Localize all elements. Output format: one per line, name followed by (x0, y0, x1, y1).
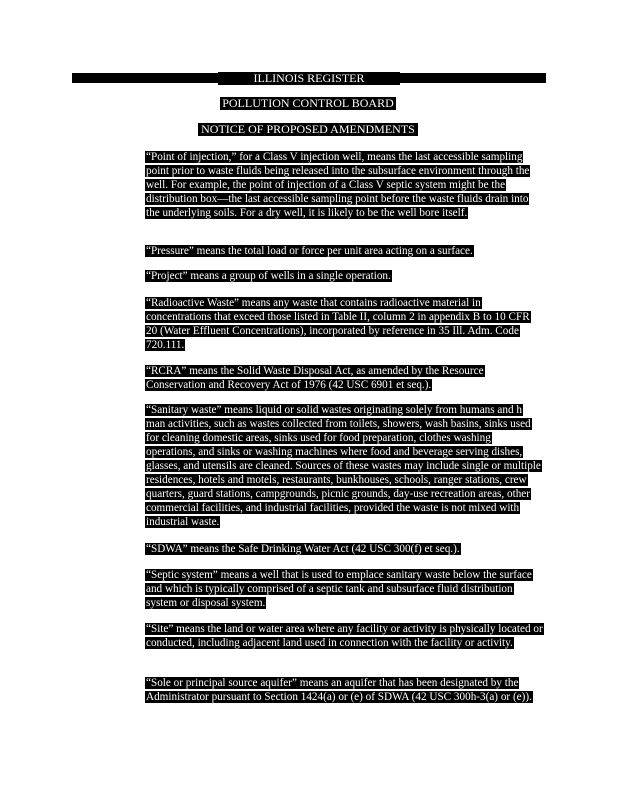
paragraph-septic-system: “Septic system” means a well that is used to emplace sanitary waste below the surface and which is typically comprised of a septic tank and subsurface fluid distribution system or disposal system. (146, 569, 532, 609)
notice-title: NOTICE OF PROPOSED AMENDMENTS (198, 123, 418, 136)
paragraph-project: “Project” means a group of wells in a single operation. (146, 270, 391, 282)
paragraph-sdwa: “SDWA” means the Safe Drinking Water Act (42 USC 300(f) et seq.). (146, 543, 460, 555)
paragraph-rcra: “RCRA” means the Solid Waste Disposal Act, as amended by the Resource Conservation and Recovery Act of 1976 (42 USC 6901 et seq.). (146, 365, 484, 391)
paragraph-point-of-injection: “Point of injection,” for a Class V injection well, means the last accessible sampling point prior to waste fluids being released into the subsurface environment through the well. For example, the point of injection of a Class V septic system might be the distribution box—the last accessible sampling point before the waste fluids drain into the underlying soils. For a dry well, it is likely to be the well bore itself. (146, 151, 530, 219)
paragraph-radioactive-waste: “Radioactive Waste” means any waste that contains radioactive material in concentrations that exceed those listed in Table II, column 2 in appendix B to 10 CFR 20 (Water Effluent Concentrations), incorporated by reference in 35 Ill. Adm. Code 720.111. (146, 297, 530, 351)
paragraph-pressure: “Pressure” means the total load or force per unit area acting on a surface. (146, 245, 473, 257)
paragraph-sanitary-waste: “Sanitary waste” means liquid or solid wastes originating solely from humans and h man activities, such as wastes collected from toilets, showers, wash basins, sinks used for cleaning domestic areas, sinks used for food preparation, clothes washing operations, and sinks or washing machines where food and beverage serving dishes, glasses, and utensils are cleaned. Sources of these wastes may include single or multiple residences, hotels and motels, restaurants, bunkhouses, schools, ranger stations, crew quarters, guard stations, campgrounds, picnic grounds, day-use recreation areas, other commercial facilities, and industrial facilities, provided the waste is not mixed with industrial waste. (146, 404, 541, 528)
header-rule-left (72, 73, 222, 83)
paragraph-sole-source-aquifer: “Sole or principal source aquifer” means an aquifer that has been designated by the Administrator pursuant to Section 1424(a) or (e) of SDWA (42 USC 300h-3(a) or (e)). (146, 677, 532, 703)
paragraph-site: “Site” means the land or water area where any facility or activity is physically located or conducted, including adjacent land used in connection with the facility or activity. (146, 623, 543, 649)
header-rule-right (395, 73, 546, 83)
register-title: ILLINOIS REGISTER (218, 72, 400, 85)
board-title: POLLUTION CONTROL BOARD (220, 97, 396, 110)
